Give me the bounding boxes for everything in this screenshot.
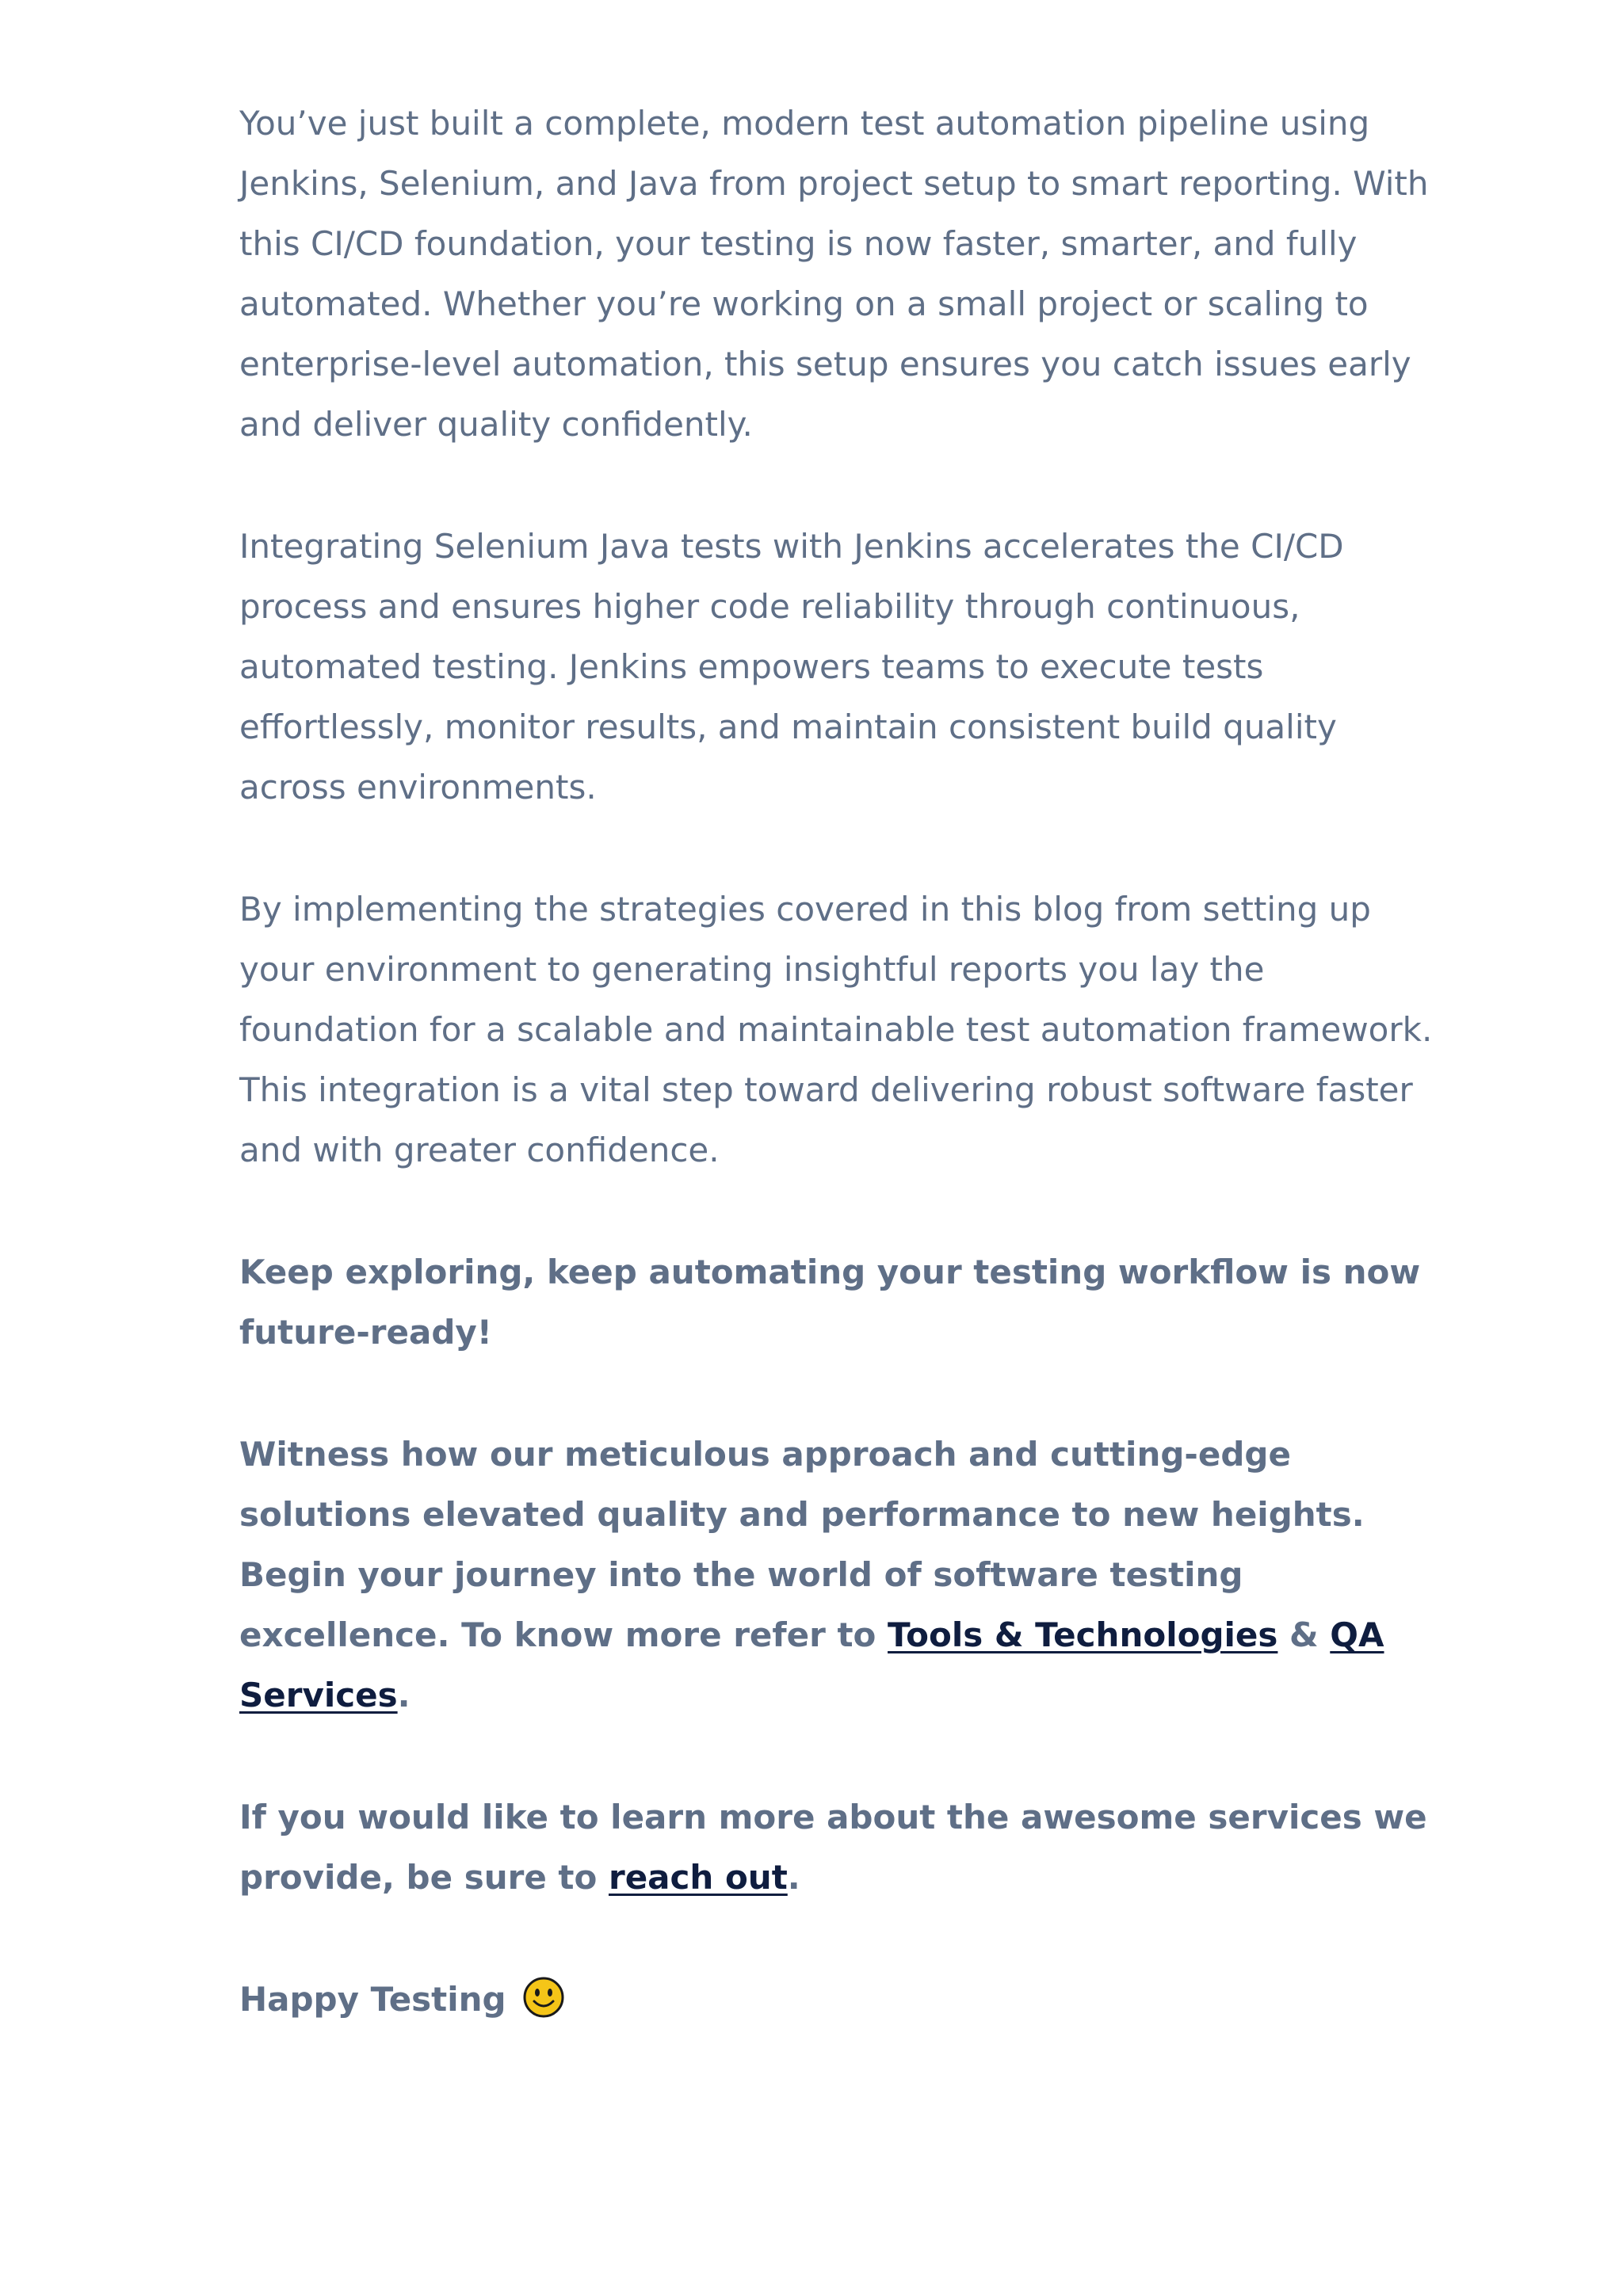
- ampersand-text: &: [1277, 1615, 1331, 1654]
- witness-paragraph: [239, 1425, 1444, 1726]
- witness-text: Witness how our meticulous approach and cutting-edge solutions elevated quality and performance to new heights. Begin your journey into the world of software testing excellence. To know more refer to: [239, 1435, 1365, 1654]
- witness-end: .: [397, 1676, 411, 1714]
- smiley-face-icon: [522, 1976, 565, 2019]
- conclusion-paragraph-3: By implementing the strategies covered in this blog from setting up your environment to generating insightful reports you lay the foundation for a scalable and maintainable test automation framework. This integration is a vital step toward delivering robust software faster and with greater confidence.: [239, 890, 1433, 1169]
- conclusion-paragraph-2: Integrating Selenium Java tests with Jenkins accelerates the CI/CD process and ensures higher code reliability through continuous, automated testing. Jenkins empowers teams to execute tests effortlessly, monitor results, and maintain consistent build quality across environments.: [239, 527, 1344, 807]
- learn-more-paragraph: [239, 1787, 1444, 1908]
- article-body: [239, 93, 1444, 2092]
- learn-more-text: If you would like to learn more about the awesome services we provide, be sure to: [239, 1798, 1427, 1897]
- reach-out-link[interactable]: reach out: [608, 1858, 788, 1897]
- happy-testing-text: Happy Testing: [239, 1980, 518, 2019]
- qa-services-link[interactable]: QA Services: [239, 1615, 1384, 1714]
- tools-technologies-link[interactable]: Tools & Technologies: [888, 1615, 1278, 1654]
- keep-exploring-callout: Keep exploring, keep automating your testing workflow is now future-ready!: [239, 1253, 1421, 1352]
- conclusion-paragraph-1: You’ve just built a complete, modern test automation pipeline using Jenkins, Selenium, and Java from project setup to smart reporting. With this CI/CD foundation, your testing is now faster, smarter, and fully automated. Whether you’re working on a small project or scaling to enterprise-level automation, this setup ensures you catch issues early and deliver quality confidently.: [239, 104, 1429, 444]
- closing-line: [239, 1970, 1444, 2030]
- learn-more-end: .: [787, 1858, 800, 1897]
